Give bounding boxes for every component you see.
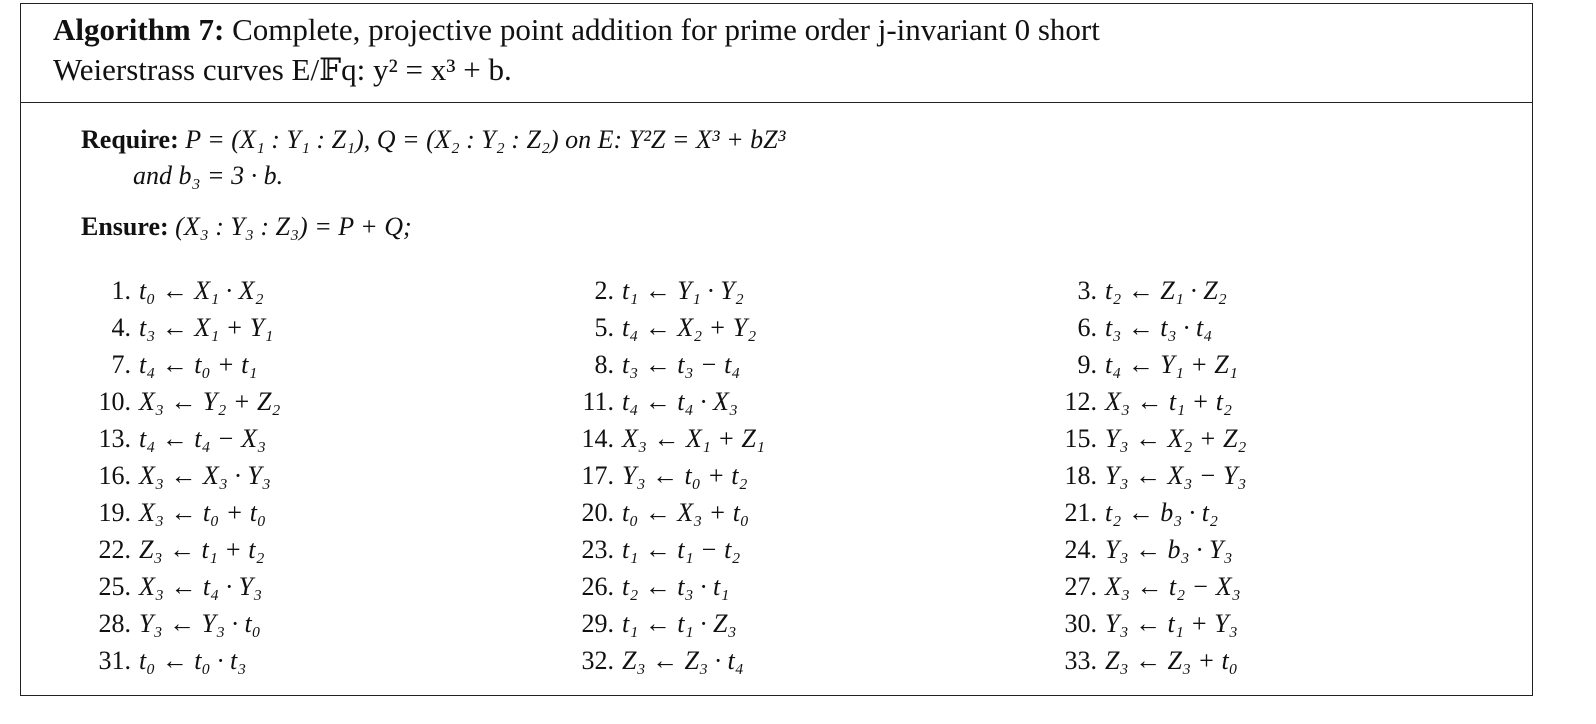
algorithm-step [562,346,1045,383]
step-number: 17. [581,461,614,490]
step-statement: t₃ ← t₃ − t₄ [622,350,741,379]
algorithm-step [562,457,1045,494]
algorithm-step [562,568,1045,605]
step-statement: X₃ ← t₂ − X₃ [1105,572,1241,601]
step-statement: t₀ ← X₁ · X₂ [139,276,264,305]
step-number: 1. [111,276,131,305]
step-statement: X₃ ← Y₂ + Z₂ [139,387,281,416]
step-number: 3. [1077,276,1097,305]
algorithm-step [1045,457,1528,494]
algorithm-step [79,568,562,605]
step-statement: X₃ ← t₁ + t₂ [1105,387,1232,416]
algorithm-step [562,383,1045,420]
step-statement: Z₃ ← t₁ + t₂ [139,535,265,564]
step-statement: Y₃ ← t₁ + Y₃ [1105,609,1238,638]
step-statement: t₀ ← t₀ · t₃ [139,646,247,675]
step-number: 27. [1064,572,1097,601]
step-number: 22. [98,535,131,564]
algorithm-step [1045,568,1528,605]
step-statement: t₄ ← t₄ − X₃ [139,424,266,453]
step-statement: t₄ ← t₄ · X₃ [622,387,738,416]
step-number: 4. [111,313,131,342]
step-statement: t₀ ← X₃ + t₀ [622,498,749,527]
algorithm-header [21,4,1532,103]
step-number: 10. [98,387,131,416]
algorithm-step [562,272,1045,309]
algorithm-step [1045,309,1528,346]
algorithm-step [1045,642,1528,679]
algorithm-step [1045,346,1528,383]
step-statement: Z₃ ← Z₃ + t₀ [1105,646,1238,675]
algorithm-step [79,309,562,346]
algorithm-step [79,420,562,457]
algorithm-steps [79,272,1539,679]
algorithm-step [1045,420,1528,457]
step-number: 11. [582,387,614,416]
step-number: 24. [1064,535,1097,564]
step-statement: Y₃ ← X₂ + Z₂ [1105,424,1247,453]
step-number: 32. [581,646,614,675]
step-statement: t₄ ← Y₁ + Z₁ [1105,350,1238,379]
step-number: 26. [581,572,614,601]
step-number: 19. [98,498,131,527]
algorithm-step [562,605,1045,642]
algorithm-box [20,3,1533,696]
algorithm-step [79,642,562,679]
algorithm-step [1045,272,1528,309]
algorithm-step [562,309,1045,346]
step-statement: X₃ ← X₃ · Y₃ [139,461,271,490]
algorithm-step [79,346,562,383]
step-number: 7. [111,350,131,379]
step-statement: X₃ ← t₄ · Y₃ [139,572,263,601]
step-statement: Y₃ ← b₃ · Y₃ [1105,535,1233,564]
step-number: 14. [581,424,614,453]
step-number: 15. [1064,424,1097,453]
require-clause [81,122,785,194]
step-statement: Y₃ ← Y₃ · t₀ [139,609,261,638]
step-statement: Y₃ ← X₃ − Y₃ [1105,461,1247,490]
step-statement: Y₃ ← t₀ + t₂ [622,461,748,490]
step-number: 13. [98,424,131,453]
step-number: 28. [98,609,131,638]
step-number: 30. [1064,609,1097,638]
step-statement: t₃ ← X₁ + Y₁ [139,313,274,342]
step-number: 21. [1064,498,1097,527]
step-number: 29. [581,609,614,638]
algorithm-step [79,272,562,309]
step-number: 12. [1064,387,1097,416]
algorithm-title-line2: Weierstrass curves E/𝔽q: y² = x³ + b. [53,52,512,87]
require-text: P = (X₁ : Y₁ : Z₁), Q = (X₂ : Y₂ : Z₂) on E: Y²Z = X³ + bZ³ [185,125,786,154]
step-statement: t₄ ← X₂ + Y₂ [622,313,757,342]
algorithm-step [562,494,1045,531]
step-number: 5. [594,313,614,342]
step-statement: t₁ ← Y₁ · Y₂ [622,276,744,305]
step-statement: Z₃ ← Z₃ · t₄ [622,646,744,675]
step-number: 18. [1064,461,1097,490]
step-statement: t₂ ← t₃ · t₁ [622,572,730,601]
step-statement: t₄ ← t₀ + t₁ [139,350,258,379]
algorithm-step [562,531,1045,568]
require-text-cont: and b₃ = 3 · b. [133,161,284,190]
step-number: 9. [1077,350,1097,379]
step-number: 31. [98,646,131,675]
ensure-clause [81,212,412,242]
step-statement: t₂ ← b₃ · t₂ [1105,498,1219,527]
step-statement: X₃ ← t₀ + t₀ [139,498,266,527]
require-label: Require: [81,125,179,154]
step-number: 20. [581,498,614,527]
step-number: 23. [581,535,614,564]
algorithm-step [1045,605,1528,642]
algorithm-step [562,642,1045,679]
algorithm-step [79,383,562,420]
step-number: 33. [1064,646,1097,675]
ensure-label: Ensure: [81,212,169,241]
algorithm-title-line1: Complete, projective point addition for prime order j-invariant 0 short [232,12,1100,47]
algorithm-step [79,457,562,494]
algorithm-step [1045,383,1528,420]
algorithm-step [1045,531,1528,568]
step-number: 16. [98,461,131,490]
step-statement: t₂ ← Z₁ · Z₂ [1105,276,1227,305]
algorithm-step [79,494,562,531]
step-number: 2. [594,276,614,305]
algorithm-step [562,420,1045,457]
algorithm-step [79,531,562,568]
algorithm-label: Algorithm 7: [53,12,225,47]
algorithm-step [79,605,562,642]
step-number: 25. [98,572,131,601]
step-statement: X₃ ← X₁ + Z₁ [622,424,765,453]
algorithm-step [1045,494,1528,531]
step-number: 8. [594,350,614,379]
step-statement: t₃ ← t₃ · t₄ [1105,313,1213,342]
step-statement: t₁ ← t₁ · Z₃ [622,609,737,638]
step-number: 6. [1077,313,1097,342]
ensure-text: (X₃ : Y₃ : Z₃) = P + Q; [175,212,412,241]
step-statement: t₁ ← t₁ − t₂ [622,535,741,564]
